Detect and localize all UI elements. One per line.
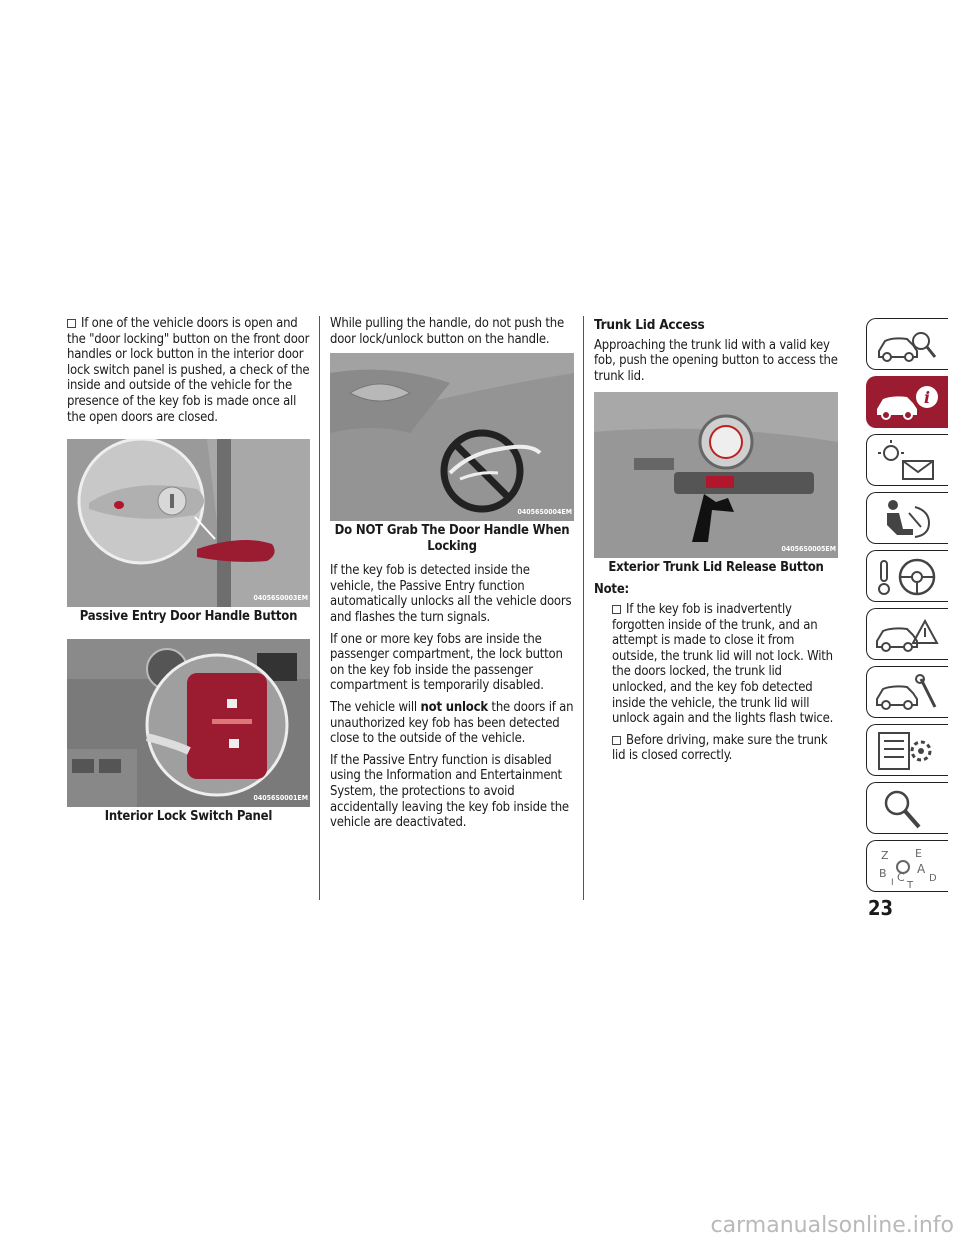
section-heading: Trunk Lid Access: [594, 317, 705, 333]
bullet-text: If one of the vehicle doors is open and the "door locking" button on the front door handles or lock button in the interior door lock switch panel is pushed, a check of the inside and outside of the vehicle for the presence of the key fob is made once all the open doors are closed.: [67, 316, 310, 425]
figure-caption: Interior Lock Switch Panel: [104, 809, 273, 825]
tab-technical-specifications[interactable]: [866, 724, 948, 776]
note-label: Note:: [594, 582, 630, 598]
seat-airbag-icon: [873, 497, 943, 541]
index-letter: A: [917, 862, 926, 876]
bullet-text: If the key fob is inadvertently forgotten inside of the trunk, and an attempt is made to close it from outside, the trunk lid will not lock. With the doors locked, the trunk lid unlocked, and the key fob detected inside the vehicle, the trunk lid will unlock again and the lights flash twice.: [612, 601, 834, 727]
tab-starting-operating[interactable]: [866, 550, 948, 602]
door-handle-illustration: [67, 439, 310, 607]
index-letter: C: [897, 871, 905, 884]
paragraph: The vehicle will not unlock the doors if an unauthorized key fob has been detected close to the outside of the vehicle.: [330, 699, 574, 747]
svg-text:i: i: [923, 388, 931, 407]
car-emergency-icon: [873, 613, 943, 657]
lock-panel-illustration: [67, 639, 310, 807]
no-grab-illustration: [330, 353, 574, 521]
figure-code: 04056S0001EM: [253, 793, 308, 802]
index-letter: B: [879, 867, 887, 880]
steering-wheel-icon: [873, 555, 943, 599]
chapter-tabs: [866, 318, 948, 898]
technical-specs-icon: [873, 729, 943, 773]
column-divider: [583, 316, 584, 900]
tab-getting-started[interactable]: [866, 376, 948, 428]
column-divider: [319, 316, 320, 900]
checkbox-bullet-icon: [67, 319, 76, 328]
emphasis-not-unlock: not unlock: [420, 699, 488, 715]
index-search-icon: [873, 787, 943, 831]
figure-code: 04056S0005EM: [781, 544, 836, 553]
figure-door-handle-button: [67, 439, 310, 607]
alphabet-index-icon: [873, 845, 943, 889]
index-letter: Z: [881, 849, 889, 862]
figure-trunk-release: [594, 392, 838, 558]
bullet-item: [594, 602, 838, 727]
column-left: [67, 316, 310, 839]
figure-caption: Do NOT Grab The Door Handle When Locking: [334, 523, 570, 555]
column-right: [594, 316, 838, 770]
tab-safety[interactable]: [866, 492, 948, 544]
tab-servicing-maintenance[interactable]: [866, 666, 948, 718]
trunk-release-illustration: [594, 392, 838, 558]
paragraph: While pulling the handle, do not push the door lock/unlock button on the handle.: [330, 316, 564, 347]
figure-do-not-grab: [330, 353, 574, 521]
figure-code: 04056S0004EM: [517, 507, 572, 516]
tab-warning-lights[interactable]: [866, 434, 948, 486]
figure-code: 04056S0003EM: [253, 593, 308, 602]
bullet-item: [594, 733, 838, 764]
tab-getting-to-know[interactable]: [866, 318, 948, 370]
car-maintenance-icon: [873, 671, 943, 715]
index-letter: D: [929, 873, 937, 884]
tab-multimedia[interactable]: [866, 782, 948, 834]
bullet-text: Before driving, make sure the trunk lid is closed correctly.: [612, 732, 828, 764]
page-number: 23: [868, 896, 894, 920]
checkbox-bullet-icon: [612, 605, 621, 614]
car-info-icon: [873, 381, 943, 425]
figure-caption: Passive Entry Door Handle Button: [79, 609, 298, 625]
paragraph: If the Passive Entry function is disabled using the Information and Entertainment System, the protections to avoid accidentally leaving the key fob inside the vehicle are deactivated.: [330, 752, 569, 831]
column-middle: [330, 316, 574, 837]
figure-caption: Exterior Trunk Lid Release Button: [608, 560, 824, 576]
warning-light-message-icon: [873, 439, 943, 483]
paragraph: If one or more key fobs are inside the passenger compartment, the lock button on the key fob inside the passenger compartment is temporarily disabled.: [330, 631, 563, 694]
watermark: carmanualsonline.info: [710, 1213, 954, 1238]
tab-in-case-of-emergency[interactable]: [866, 608, 948, 660]
index-letter: T: [907, 880, 914, 889]
bullet-item: [67, 316, 310, 425]
index-letter: E: [915, 847, 922, 860]
paragraph: If the key fob is detected inside the vehicle, the Passive Entry function automatically unlocks all the vehicle doors and flashes the turn signals.: [330, 563, 572, 625]
paragraph: Approaching the trunk lid with a valid key fob, push the opening button to access the trunk lid.: [594, 337, 838, 384]
tab-index[interactable]: [866, 840, 948, 892]
index-letter: I: [891, 878, 894, 888]
figure-interior-lock-panel: [67, 639, 310, 807]
car-search-icon: [873, 323, 943, 367]
checkbox-bullet-icon: [612, 736, 621, 745]
